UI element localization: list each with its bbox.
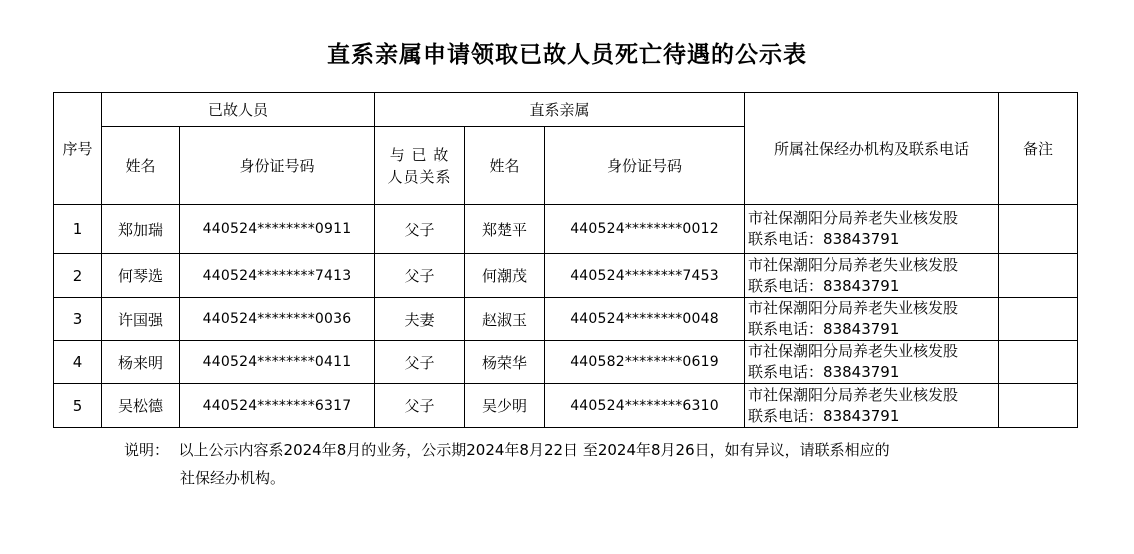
header-relative-name: 姓名 (465, 127, 545, 205)
cell-deceased-id: 440524********6317 (180, 384, 375, 428)
cell-agency (745, 205, 999, 254)
cell-relative-name: 赵淑玉 (465, 298, 545, 341)
cell-deceased-id: 440524********0411 (180, 341, 375, 384)
footnote-line2: 社保经办机构。 (180, 469, 286, 487)
cell-relative-name: 何潮茂 (465, 254, 545, 298)
cell-deceased-name: 杨来明 (102, 341, 180, 384)
cell-agency (745, 341, 999, 384)
cell-relative-name: 杨荣华 (465, 341, 545, 384)
cell-relation: 夫妻 (375, 298, 465, 341)
header-relation-line2: 人员关系 (387, 167, 452, 186)
table-row (54, 298, 1078, 341)
cell-deceased-name: 郑加瑞 (102, 205, 180, 254)
header-relation (375, 127, 465, 205)
agency-phone: 联系电话：83843791 (748, 406, 900, 425)
agency-name: 市社保潮阳分局养老失业核发股 (748, 299, 959, 317)
cell-seq: 5 (54, 384, 102, 428)
cell-relative-id: 440524********0048 (545, 298, 745, 341)
cell-deceased-name: 吴松德 (102, 384, 180, 428)
header-deceased-id: 身份证号码 (180, 127, 375, 205)
table-row (54, 205, 1078, 254)
cell-relative-name: 郑楚平 (465, 205, 545, 254)
agency-name: 市社保潮阳分局养老失业核发股 (748, 342, 959, 360)
cell-relation: 父子 (375, 341, 465, 384)
cell-seq: 1 (54, 205, 102, 254)
cell-deceased-id: 440524********0036 (180, 298, 375, 341)
header-deceased-name: 姓名 (102, 127, 180, 205)
table-row (54, 384, 1078, 428)
cell-seq: 2 (54, 254, 102, 298)
cell-deceased-name: 许国强 (102, 298, 180, 341)
cell-deceased-name: 何琴选 (102, 254, 180, 298)
footnote (124, 436, 890, 492)
agency-phone: 联系电话：83843791 (748, 230, 900, 248)
cell-agency (745, 384, 999, 428)
cell-remark (999, 384, 1078, 428)
cell-relative-id: 440524********7453 (545, 254, 745, 298)
footnote-line1: 说明： 以上公示内容系2024年8月的业务，公示期2024年8月22日 至2024年8月26日，如有异议，请联系相应的 (124, 441, 890, 459)
table-row (54, 254, 1078, 298)
cell-deceased-id: 440524********7413 (180, 254, 375, 298)
header-agency: 所属社保经办机构及联系电话 (745, 93, 999, 205)
agency-phone: 联系电话：83843791 (748, 320, 900, 338)
cell-remark (999, 298, 1078, 341)
cell-remark (999, 254, 1078, 298)
table-row (54, 341, 1078, 384)
cell-remark (999, 341, 1078, 384)
page-title: 直系亲属申请领取已故人员死亡待遇的公示表 (327, 42, 807, 68)
cell-relation: 父子 (375, 384, 465, 428)
cell-deceased-id: 440524********0911 (180, 205, 375, 254)
cell-relative-id: 440582********0619 (545, 341, 745, 384)
agency-phone: 联系电话：83843791 (748, 363, 900, 381)
agency-name: 市社保潮阳分局养老失业核发股 (748, 255, 959, 274)
agency-name: 市社保潮阳分局养老失业核发股 (748, 385, 959, 404)
agency-name: 市社保潮阳分局养老失业核发股 (748, 209, 959, 227)
cell-relative-id: 440524********6310 (545, 384, 745, 428)
cell-relative-name: 吴少明 (465, 384, 545, 428)
notice-table (53, 92, 1078, 428)
cell-agency (745, 298, 999, 341)
cell-remark (999, 205, 1078, 254)
cell-relative-id: 440524********0012 (545, 205, 745, 254)
header-remark: 备注 (999, 93, 1078, 205)
header-deceased-group: 已故人员 (102, 93, 375, 127)
cell-relation: 父子 (375, 205, 465, 254)
header-seq: 序号 (54, 93, 102, 205)
cell-agency (745, 254, 999, 298)
cell-relation: 父子 (375, 254, 465, 298)
agency-phone: 联系电话：83843791 (748, 276, 900, 295)
cell-seq: 4 (54, 341, 102, 384)
header-relative-id: 身份证号码 (545, 127, 745, 205)
header-relatives-group: 直系亲属 (375, 93, 745, 127)
cell-seq: 3 (54, 298, 102, 341)
header-relation-line1: 与 已 故 (389, 145, 450, 164)
